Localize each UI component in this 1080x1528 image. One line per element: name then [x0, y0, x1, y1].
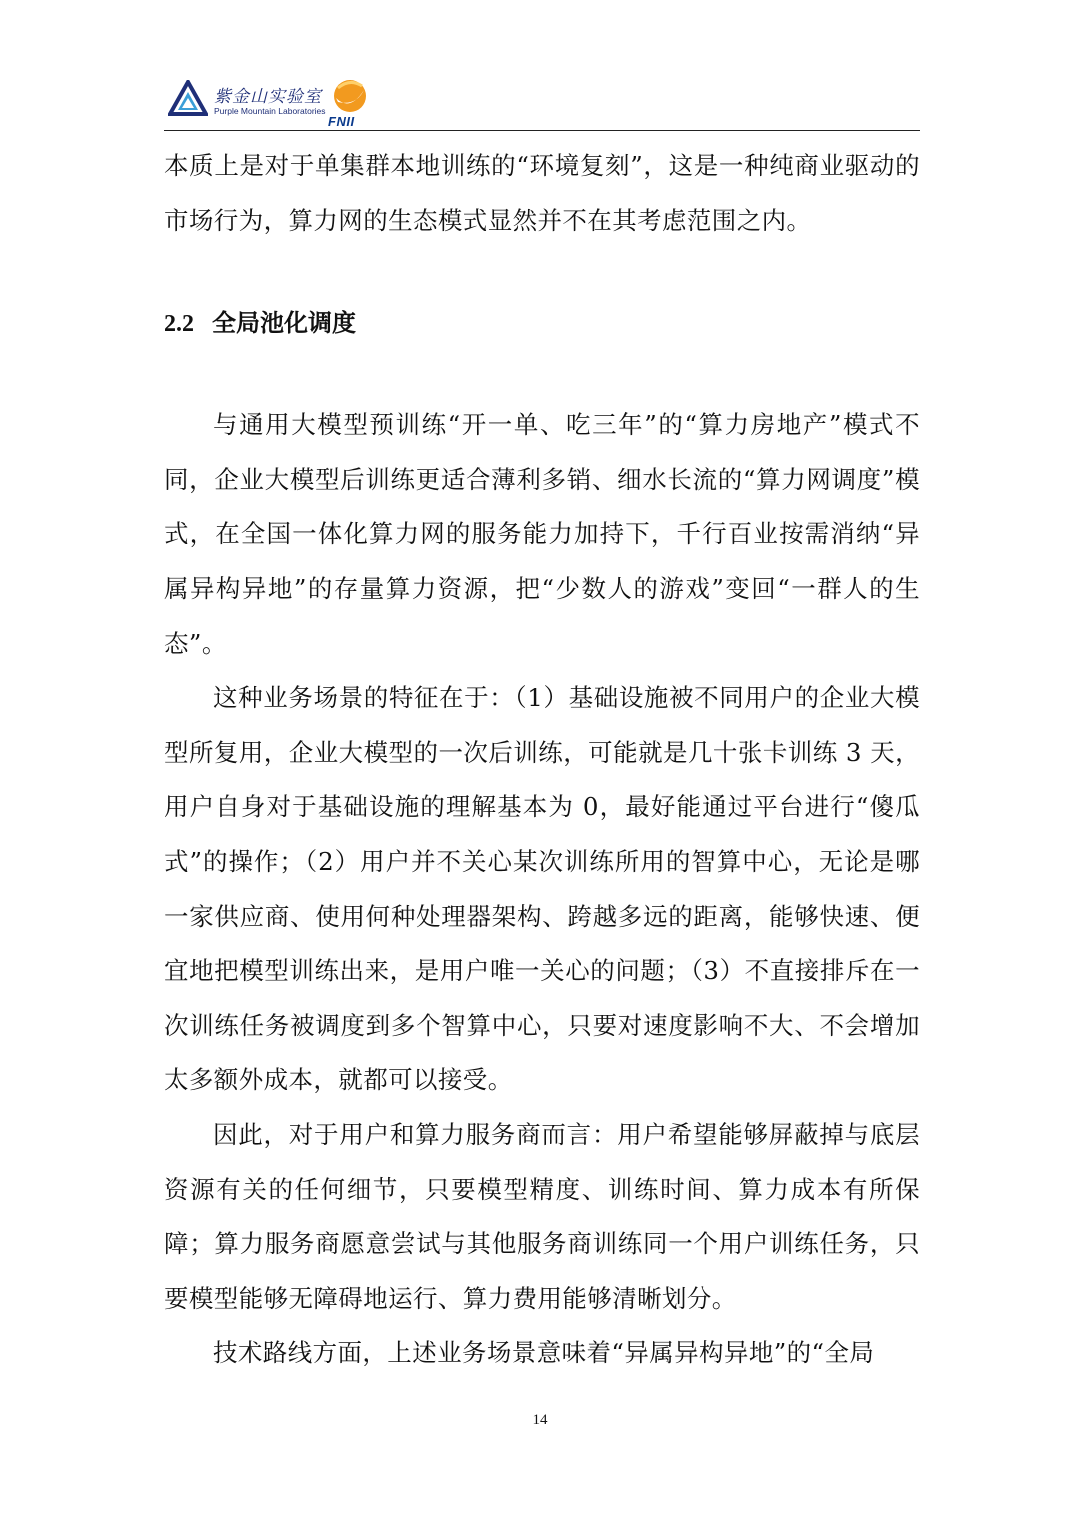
paragraph-intro: 本质上是对于单集群本地训练的“环境复刻”，这是一种纯商业驱动的市场行为，算力网的生态模式显然并不在其考虑范围之内。	[164, 151, 920, 235]
paragraph-4: 技术路线方面，上述业务场景意味着“异属异构异地”的“全局	[213, 1338, 875, 1368]
section-heading	[164, 296, 920, 350]
paragraph-3: 因此，对于用户和算力服务商而言：用户希望能够屏蔽掉与底层资源有关的任何细节，只要模型精度、训练时间、算力成本有所保障；算力服务商愿意尝试与其他服务商训练同一个用户训练任务，只要模型能够无障碍地运行、算力费用能够清晰划分。	[164, 1119, 920, 1313]
logo-english-name: Purple Mountain Laboratories	[214, 106, 326, 116]
header-divider	[164, 130, 920, 131]
logo-chinese-name: 紫金山实验室	[214, 87, 322, 107]
mountain-triangle-icon	[168, 80, 208, 116]
section-number: 2.2	[164, 311, 194, 338]
purple-mountain-logo	[168, 76, 378, 128]
section-title: 全局池化调度	[212, 309, 356, 338]
page-header	[164, 66, 920, 128]
page-number: 14	[532, 1412, 548, 1428]
fnii-wordmark: FNII	[328, 114, 355, 129]
paragraph-1: 与通用大模型预训练“开一单、吃三年”的“算力房地产”模式不同，企业大模型后训练更适合薄利多销、细水长流的“算力网调度”模式，在全国一体化算力网的服务能力加持下，千行百业按需消纳“异属异构异地”的存量算力资源，把“少数人的游戏”变回“一群人的生态”。	[164, 410, 920, 658]
document-body	[164, 139, 920, 1381]
paragraph-2: 这种业务场景的特征在于：（1）基础设施被不同用户的企业大模型所复用，企业大模型的一次后训练，可能就是几十张卡训练 3 天，用户自身对于基础设施的理解基本为 0，最好能通过平台进行“傻瓜式”的操作；（2）用户并不关心某次训练所用的智算中心，无论是哪一家供应商、使用何种处理器架构、跨越多远的距离，能够快速、便宜地把模型训练出来，是用户唯一关心的问题；（3）不直接排斥在一次训练任务被调度到多个智算中心，只要对速度影响不大、不会增加太多额外成本，就都可以接受。	[164, 683, 920, 1095]
